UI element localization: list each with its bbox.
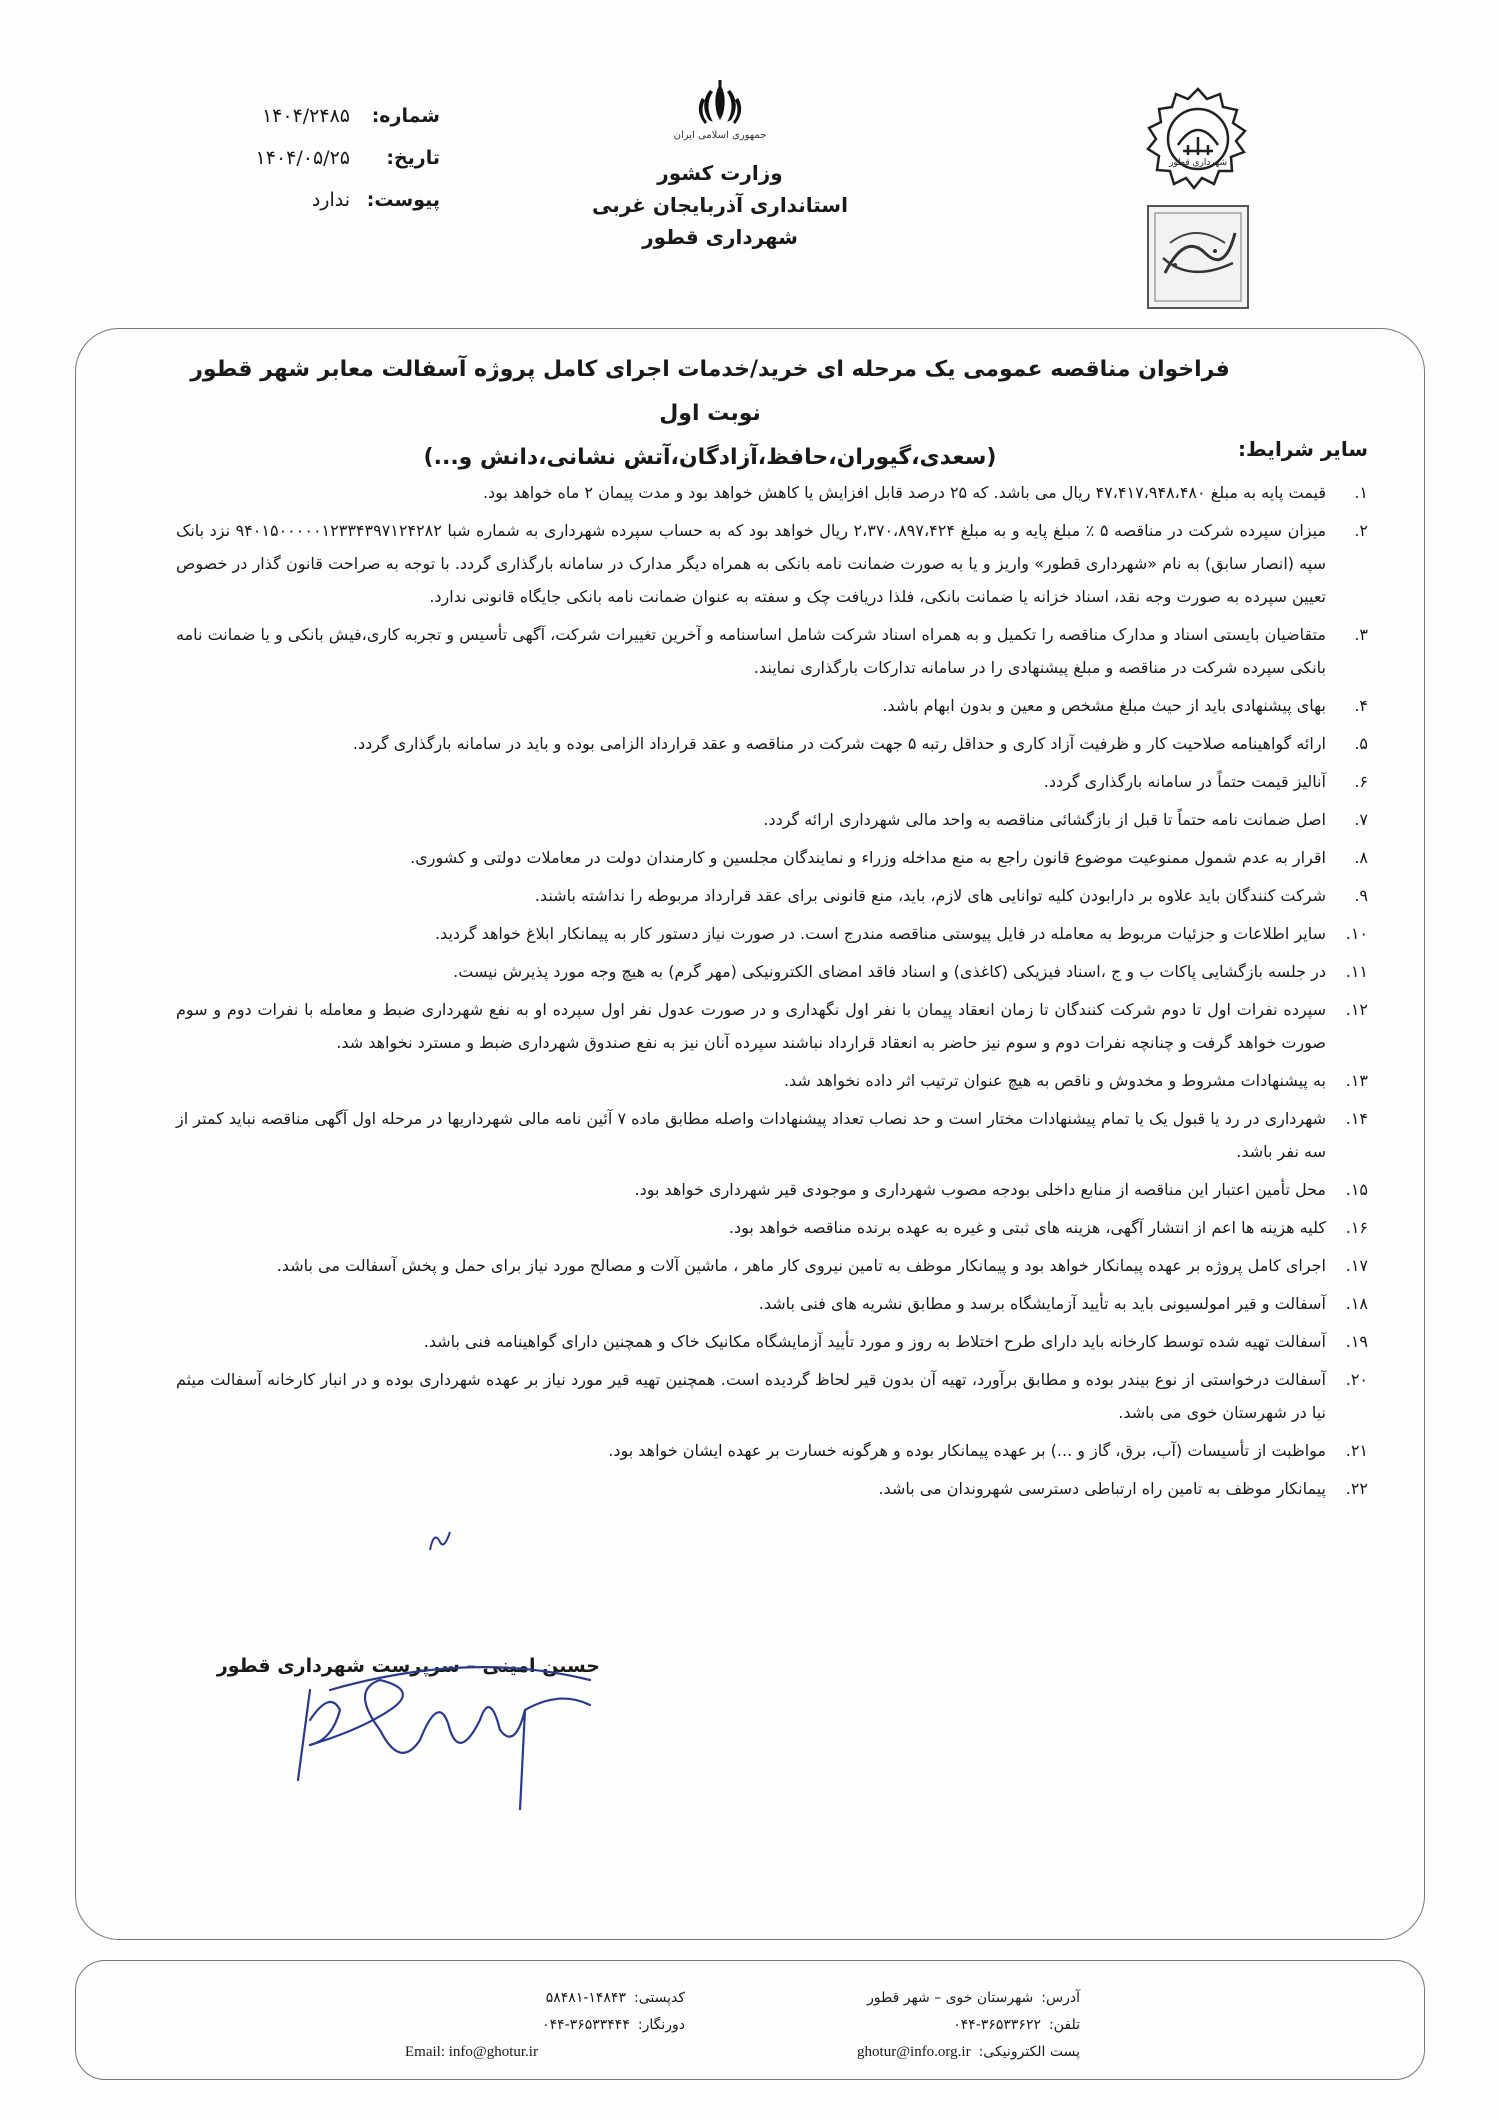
- address-row: [770, 1985, 1080, 2012]
- footer-frame: [75, 1960, 1425, 2080]
- condition-number: ۷.: [1354, 810, 1368, 829]
- condition-text: آنالیز قیمت حتماً در سامانه بارگذاری گردد.: [1043, 772, 1326, 791]
- municipality-emblem-icon: [1145, 85, 1251, 191]
- condition-text: میزان سپرده شرکت در مناقصه ۵ ٪ مبلغ پایه و به مبلغ ۲،۳۷۰،۸۹۷،۴۲۴ ریال خواهد بود که به حساب سپرده شهرداری به شماره شبا ۹۴۰۱۵۰۰۰۰۰۱۲۳۳۴۳۹۷۱۲۴۲۸۲ نزد بانک سپه (انصار سابق) به نام «شهرداری قطور» واریز و یا به صورت ضمانت نامه بانکی به همراه دیگر مدارک در سامانه بارگذاری گردد. با توجه به صراحت قانون گذار در خصوص تعیین سپرده به صورت وجه نقد، اسناد خزانه یا ضمانت بانکی، فلذا دریافت چک و سفته به عنوان ضمانت نامه بانکی جایگاه قانونی ندارد.: [176, 521, 1327, 606]
- condition-text: بهای پیشنهادی باید از حیث مبلغ مشخص و معین و بدون ابهام باشد.: [882, 696, 1326, 715]
- email-row-latin: [405, 2039, 685, 2066]
- condition-text: قیمت پایه به مبلغ ۴۷،۴۱۷،۹۴۸،۴۸۰ ریال می باشد. که ۲۵ درصد قابل افزایش یا کاهش خواهد بود و مدت پیمان ۲ ماه خواهد بود.: [482, 483, 1326, 502]
- condition-number: ۱۶.: [1345, 1218, 1368, 1237]
- condition-text: سپرده نفرات اول تا دوم شرکت کنندگان تا زمان انعقاد پیمان با نفر اول نگهداری و در صورت عدول نفر اول سپرده او به نفع شهرداری ضبط و معامله با نفرات دوم و سوم صورت خواهد گرفت و چنانچه نفرات دوم و سوم نیز حاضر به انعقاد قرارداد نباشند سپرده آنان نیز به نفع صندوق شهرداری ضبط و مسترد نخواهد شد.: [176, 1000, 1326, 1052]
- condition-item: [158, 765, 1368, 798]
- meta-label: شماره:: [371, 105, 440, 127]
- condition-text: شرکت کنندگان باید علاوه بر دارابودن کلیه توانایی های لازم، باید، منع قانونی برای عقد قرارداد مربوطه را نداشته باشند.: [534, 886, 1326, 905]
- condition-number: ۴.: [1354, 696, 1368, 715]
- condition-item: [158, 1287, 1368, 1320]
- condition-number: ۲۲.: [1345, 1479, 1368, 1498]
- svg-text:شهرداری قطور: شهرداری قطور: [1168, 158, 1228, 168]
- condition-number: ۳.: [1354, 625, 1368, 644]
- condition-number: ۱۸.: [1345, 1294, 1368, 1313]
- condition-number: ۱۳.: [1345, 1071, 1368, 1090]
- meta-number: [150, 105, 440, 147]
- condition-number: ۱۱.: [1345, 962, 1368, 981]
- condition-item: [158, 879, 1368, 912]
- condition-item: [158, 514, 1368, 613]
- condition-item: [158, 1363, 1368, 1429]
- ministry-name: وزارت کشور: [657, 161, 783, 185]
- ink-mark-icon: [420, 1520, 460, 1560]
- condition-text: اقرار به عدم شمول ممنوعیت موضوع قانون راجع به منع مداخله وزراء و نمایندگان مجلسین و کارمندان دولت در معاملات دولتی و کشوری.: [410, 848, 1326, 867]
- phone-value: ۰۴۴-۳۶۵۳۳۶۲۲: [953, 2017, 1041, 2033]
- conditions-list: [158, 476, 1368, 1510]
- condition-number: ۶.: [1354, 772, 1368, 791]
- meta-value: ندارد: [311, 189, 350, 211]
- condition-item: [158, 1211, 1368, 1244]
- phone-row: [770, 2012, 1080, 2039]
- condition-number: ۱.: [1354, 483, 1368, 502]
- condition-number: ۱۴.: [1345, 1109, 1368, 1128]
- condition-item: [158, 689, 1368, 722]
- condition-item: [158, 1325, 1368, 1358]
- condition-text: کلیه هزینه ها اعم از انتشار آگهی، هزینه های ثبتی و غیره به عهده برنده مناقصه خواهد بود.: [728, 1218, 1326, 1237]
- condition-text: آسفالت و قیر امولسیونی باید به تأیید آزمایشگاه برسد و مطابق نشریه های فنی باشد.: [758, 1294, 1326, 1313]
- title-line: فراخوان مناقصه عمومی یک مرحله ای خرید/خدمات اجرای کامل پروژه آسفالت معابر شهر قطور نوبت اول: [190, 357, 1230, 426]
- address-label: آدرس:: [1041, 1990, 1080, 2006]
- condition-number: ۸.: [1354, 848, 1368, 867]
- condition-number: ۱۷.: [1345, 1256, 1368, 1275]
- phone-label: تلفن:: [1049, 2017, 1080, 2033]
- signer-name: حسین امینی – سرپرست شهرداری قطور: [216, 1655, 600, 1677]
- condition-number: ۱۲.: [1345, 1000, 1368, 1019]
- footer-contact-left: [405, 1985, 685, 2066]
- postal-row: [405, 1985, 685, 2012]
- condition-item: [158, 727, 1368, 760]
- condition-number: ۲۱.: [1345, 1441, 1368, 1460]
- condition-item: [158, 841, 1368, 874]
- condition-item: [158, 1064, 1368, 1097]
- condition-item: [158, 618, 1368, 684]
- email-value[interactable]: ghotur@info.org.ir: [857, 2044, 971, 2060]
- condition-number: ۲۰.: [1345, 1370, 1368, 1389]
- condition-text: در جلسه بازگشایی پاکات ب و ج ،اسناد فیزیکی (کاغذی) و اسناد فاقد امضای الکترونیکی (مهر گرم) به هیچ وجه مورد پذیرش نیست.: [453, 962, 1326, 981]
- condition-number: ۲.: [1354, 521, 1368, 540]
- meta-label: تاریخ:: [386, 147, 440, 169]
- meta-attachment: [150, 189, 440, 231]
- email-label: پست الکترونیکی:: [978, 2044, 1080, 2060]
- condition-text: آسفالت درخواستی از نوع بیندر بوده و مطابق برآورد، تهیه آن بدون قیر لحاظ گردیده است. همچنین تهیه قیر مورد نیاز بر عهده شهرداری بوده و در انبار کارخانه آسفالت میثم نیا در شهرستان خوی می باشد.: [176, 1370, 1326, 1422]
- postal-label: کدپستی:: [633, 1990, 685, 2006]
- title-line: (سعدی،گیوران،حافظ،آزادگان،آتش نشانی،دانش و...): [423, 445, 997, 470]
- iran-emblem-icon: [693, 80, 747, 128]
- condition-text: مواظبت از تأسیسات (آب، برق، گاز و ...) بر عهده پیمانکار بوده و هرگونه خسارت بر عهده ایشان خواهد بود.: [608, 1441, 1326, 1460]
- footer-contact-right: [770, 1985, 1080, 2066]
- condition-number: ۹.: [1354, 886, 1368, 905]
- condition-number: ۱۰.: [1345, 924, 1368, 943]
- condition-text: پیمانکار موظف به تامین راه ارتباطی دسترسی شهروندان می باشد.: [878, 1479, 1326, 1498]
- condition-number: ۱۵.: [1345, 1180, 1368, 1199]
- fax-value: ۰۴۴-۳۶۵۳۳۴۴۴: [542, 2017, 630, 2033]
- governorate-name: استانداری آذربایجان غربی: [592, 193, 848, 217]
- condition-text: اجرای کامل پروژه بر عهده پیمانکار خواهد بود و پیمانکار موظف به تامین نیروی کار ماهر ، ماشین آلات و مصالح مورد نیاز برای حمل و پخش آسفالت می باشد.: [276, 1256, 1326, 1275]
- condition-item: [158, 993, 1368, 1059]
- condition-item: [158, 1434, 1368, 1467]
- meta-value: ۱۴۰۴/۲۴۸۵: [261, 105, 350, 127]
- condition-text: اصل ضمانت نامه حتماً تا قبل از بازگشائی مناقصه به واحد مالی شهرداری ارائه گردد.: [763, 810, 1326, 829]
- condition-item: [158, 803, 1368, 836]
- condition-item: [158, 955, 1368, 988]
- condition-text: به پیشنهادات مشروط و مخدوش و ناقص به هیچ عنوان ترتیب اثر داده نخواهد شد.: [783, 1071, 1326, 1090]
- condition-item: [158, 1472, 1368, 1505]
- condition-text: ارائه گواهینامه صلاحیت کار و ظرفیت آزاد کاری و حداقل رتبه ۵ جهت شرکت در مناقصه و عقد قرارداد الزامی بوده و باید در سامانه بارگذاری گردد.: [352, 734, 1326, 753]
- letterhead-center: [560, 80, 880, 249]
- iri-caption: جمهوری اسلامی ایران: [673, 130, 767, 141]
- condition-item: [158, 1249, 1368, 1282]
- fax-label: دورنگار:: [637, 2017, 685, 2033]
- document-title: [170, 348, 1250, 480]
- condition-text: سایر اطلاعات و جزئیات مربوط به معامله در فایل پیوستی مناقصه مندرج است. در صورت نیاز دستور کار به پیمانکار ابلاغ خواهد گردید.: [434, 924, 1326, 943]
- fax-row: [405, 2012, 685, 2039]
- section-title: سایر شرایط:: [1238, 437, 1368, 461]
- condition-text: محل تأمین اعتبار این مناقصه از منابع داخلی بودجه مصوب شهرداری و موجودی قیر شهرداری خواهد بود.: [634, 1180, 1326, 1199]
- email-row: [770, 2039, 1080, 2066]
- condition-number: ۵.: [1354, 734, 1368, 753]
- handwritten-signature: [270, 1580, 610, 1810]
- condition-text: آسفالت تهیه شده توسط کارخانه باید دارای طرح اختلاط به روز و مورد تأیید آزمایشگاه مکانیک خاک و همچنین دارای گواهینامه فنی باشد.: [423, 1332, 1326, 1351]
- condition-item: [158, 476, 1368, 509]
- letter-meta: [150, 105, 440, 231]
- address-value: شهرستان خوی – شهر قطور: [867, 1990, 1034, 2006]
- condition-item: [158, 1173, 1368, 1206]
- municipality-name: شهرداری قطور: [642, 225, 798, 249]
- meta-date: [150, 147, 440, 189]
- postal-value: ۵۸۴۸۱-۱۴۸۴۳: [545, 1990, 626, 2006]
- condition-number: ۱۹.: [1345, 1332, 1368, 1351]
- condition-item: [158, 1102, 1368, 1168]
- condition-item: [158, 917, 1368, 950]
- meta-value: ۱۴۰۴/۰۵/۲۵: [255, 147, 350, 169]
- condition-text: متقاضیان بایستی اسناد و مدارک مناقصه را تکمیل و به همراه اسناد شرکت شامل اساسنامه و آخرین تغییرات شرکت، آگهی تأسیس و تجربه کاری،فیش بانکی و یا ضمانت نامه بانکی سپرده شرکت در مناقصه و مبلغ پیشنهادی را در سامانه تدارکات بارگذاری نمایند.: [176, 625, 1326, 677]
- meta-label: پیوست:: [366, 189, 440, 211]
- email-latin[interactable]: Email: info@ghotur.ir: [405, 2044, 538, 2060]
- emblems: [1128, 85, 1268, 311]
- slogan-stamp-icon: [1145, 203, 1251, 311]
- condition-text: شهرداری در رد یا قبول یک یا تمام پیشنهادات مختار است و حد نصاب تعداد پیشنهادات واصله مطابق ماده ۷ آئین نامه مالی شهرداریها در مرحله اول آگهی مناقصه نباید کمتر از سه نفر باشد.: [176, 1109, 1327, 1161]
